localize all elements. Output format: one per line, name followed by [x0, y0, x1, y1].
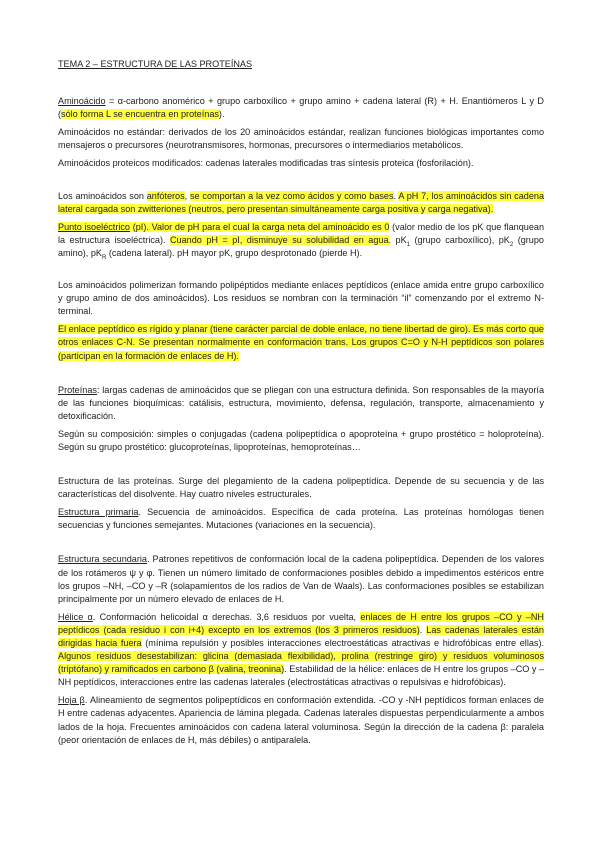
text-span: = α-carbono anomérico + grupo carboxílico + grupo amino + cadena lateral (R) + H. Enantiómeros L y D (: [58, 96, 544, 120]
subscript: 2: [509, 241, 514, 248]
subscript: R: [101, 254, 107, 261]
text-span: (mínima repulsión y posibles interacciones electroestáticas atractivas e hidrofóbicas entre ellas).: [141, 638, 545, 648]
text-span: ).: [218, 109, 225, 120]
highlight-enlaces-h: enlaces de H entre los grupos –CO y –NH peptídicos (cada residuo i con i+4) excepto en los extremos (los 3 primeros residuos): [58, 611, 544, 635]
text-span: (grupo carboxílico), pK: [410, 234, 510, 245]
text-span: .: [419, 624, 427, 635]
paragraph-punto-isoelectrico: [58, 221, 544, 260]
text-span: . Estabilidad de la hélice: enlaces de H entre los grupos –CO y –NH peptídicos, interacciones entre las cadenas laterales (electrostáticas atractivas o repulsivas e hidrofóbicas).: [58, 664, 544, 688]
spacer: [58, 537, 544, 553]
term-estructura-primaria: Estructura primaria: [58, 507, 139, 518]
highlight-solubilidad: Cuando pH = pI, disminuye su solubilidad en agua: [169, 234, 389, 245]
page-title: TEMA 2 – ESTRUCTURA DE LAS PROTEÍNAS: [58, 59, 253, 69]
paragraph-proteinas: [58, 384, 544, 423]
highlight-cadenas-laterales: Las cadenas laterales están dirigidas hacia fuera: [58, 624, 544, 648]
term-helice-alfa: Hélice α: [58, 611, 93, 622]
spacer: [58, 176, 544, 190]
subscript: 1: [406, 241, 411, 248]
spacer: [58, 459, 544, 475]
highlight-zwitteriones: A pH 7, los aminoácidos sin cadena lateral cargada son zwitteriones (neutros, pero presentan simultáneamente carga positiva y carga negativa).: [58, 190, 544, 214]
text-span: Los aminoácidos son: [58, 190, 147, 201]
term-aminoacido: Aminoácido: [58, 96, 106, 107]
highlight-enlace-peptidico: El enlace peptídico es rígido y planar (tiene carácter parcial de doble enlace, no tiene libertad de giro). Es más corto que otros enlaces C-N. Se presentan normalmente en conformación trans. Los grupos C=O y N-H peptídicos son polares (participan en la formación de enlaces de H).: [58, 324, 544, 361]
text-span: ,: [184, 190, 190, 201]
paragraph-polipeptidos: Los aminoácidos polimerizan formando polipéptidos mediante enlaces peptídicos (enlace amida entre grupo carboxílico y grupo amino de dos aminoácidos). Los residuos se nombran con la terminación “il” comenzando por el extremo N-terminal.: [58, 280, 544, 317]
term-proteinas: Proteínas: [58, 384, 97, 395]
paragraph-anfoteros: [58, 190, 544, 216]
text-span: . Patrones repetitivos de conformación local de la cadena polipeptídica. Dependen de los valores de los rotámeros ψ y φ. Tienen un número limitado de conformaciones posibles debido a impedimentos estéricos entre los grupos –NH, –CO y –R (solapamientos de los radios de Van de Waals). Las conformaciones posibles se estabilizan principalmente por un número elevado de enlaces de H.: [58, 554, 544, 604]
text-span: . Alineamiento de segmentos polipeptídicos en conformación extendida. -CO y -NH peptídicos forman enlaces de H entre cadenas adyacentes. Apariencia de lámina plegada. Cadenas laterales dispuestas perpendicularmente a ambos lados de la hoja. Frecuentes aminoácidos con cadena lateral voluminosa. Según la dirección de la cadena β: paralela (peor orientación de enlaces de H, más débiles) o antiparalela.: [58, 695, 544, 745]
paragraph-helice-alfa: [58, 611, 544, 690]
highlight-forma-l: sólo forma L se encuentra en proteínas: [61, 109, 219, 120]
paragraph-estructura-secundaria: [58, 553, 544, 605]
spacer: [58, 368, 544, 384]
highlight-anfoteros: anfóteros: [146, 190, 185, 201]
paragraph-hoja-beta: [58, 694, 544, 746]
text-span: . Secuencia de aminoácidos. Específica de cada proteína. Las proteínas homólogas tienen secuencias y funciones semejantes. Mutaciones (variaciones en la secuencia).: [58, 507, 544, 531]
highlight-acidos-bases: se comportan a la vez como ácidos y como bases: [190, 190, 394, 201]
text-span: . pK: [388, 234, 407, 245]
paragraph-no-estandar: Aminoácidos no estándar: derivados de los 20 aminoácidos estándar, realizan funciones biológicas importantes como mensajeros o precursores (neurotransmisores, hormonas, precursores o intermediarios metabólicos.: [58, 127, 544, 151]
text-span: (grupo amino), pK: [58, 234, 544, 258]
paragraph-estructura: Estructura de las proteínas. Surge del plegamiento de la cadena polipeptídica. Depende de su secuencia y de las características del disolvente. Hay cuatro niveles estructurales.: [58, 476, 544, 500]
paragraph-enlace-peptidico: [58, 323, 544, 362]
paragraph-modificados: Aminoácidos proteicos modificados: cadenas laterales modificadas tras síntesis proteica (fosforilación).: [58, 158, 474, 169]
paragraph-composicion: Según su composición: simples o conjugadas (cadena polipeptídica o apoproteína + grupo prostético = holoproteína). Según su grupo prostético: glucoproteínas, lipoproteínas, hemoproteínas…: [58, 428, 544, 452]
highlight-pi-definicion: (pI). Valor de pH para el cual la carga neta del aminoácido es 0: [129, 221, 390, 232]
text-span: : largas cadenas de aminoácidos que se pliegan con una estructura definida. Son responsables de la mayoría de las funciones bioquímicas: catálisis, estructura, movimiento, defensa, regulación, transporte, almacenamiento y detoxificación.: [58, 384, 544, 421]
term-punto-isoelectrico: Punto isoeléctrico: [58, 221, 130, 232]
highlight-desestabilizan: Algunos residuos desestabilizan: glicina (demasiada flexibilidad), prolina (restringe giro) y residuos voluminosos (triptófano) y ramificados en carbono β (valina, treonina): [58, 651, 544, 675]
text-span: (valor medio de los pK que flanquean la estructura isoeléctrica).: [58, 221, 545, 245]
text-span: .: [393, 190, 399, 201]
text-span: . Conformación helicoidal α derechas. 3,6 residuos por vuelta,: [92, 611, 361, 622]
term-hoja-beta: Hoja β: [58, 695, 85, 706]
paragraph-estructura-primaria: [58, 506, 544, 532]
paragraph-aminoacido: [58, 95, 544, 121]
term-estructura-secundaria: Estructura secundaria: [58, 554, 147, 565]
text-span: (cadena lateral). pH mayor pK, grupo desprotonado (pierde H).: [106, 247, 363, 258]
spacer: [58, 265, 544, 279]
